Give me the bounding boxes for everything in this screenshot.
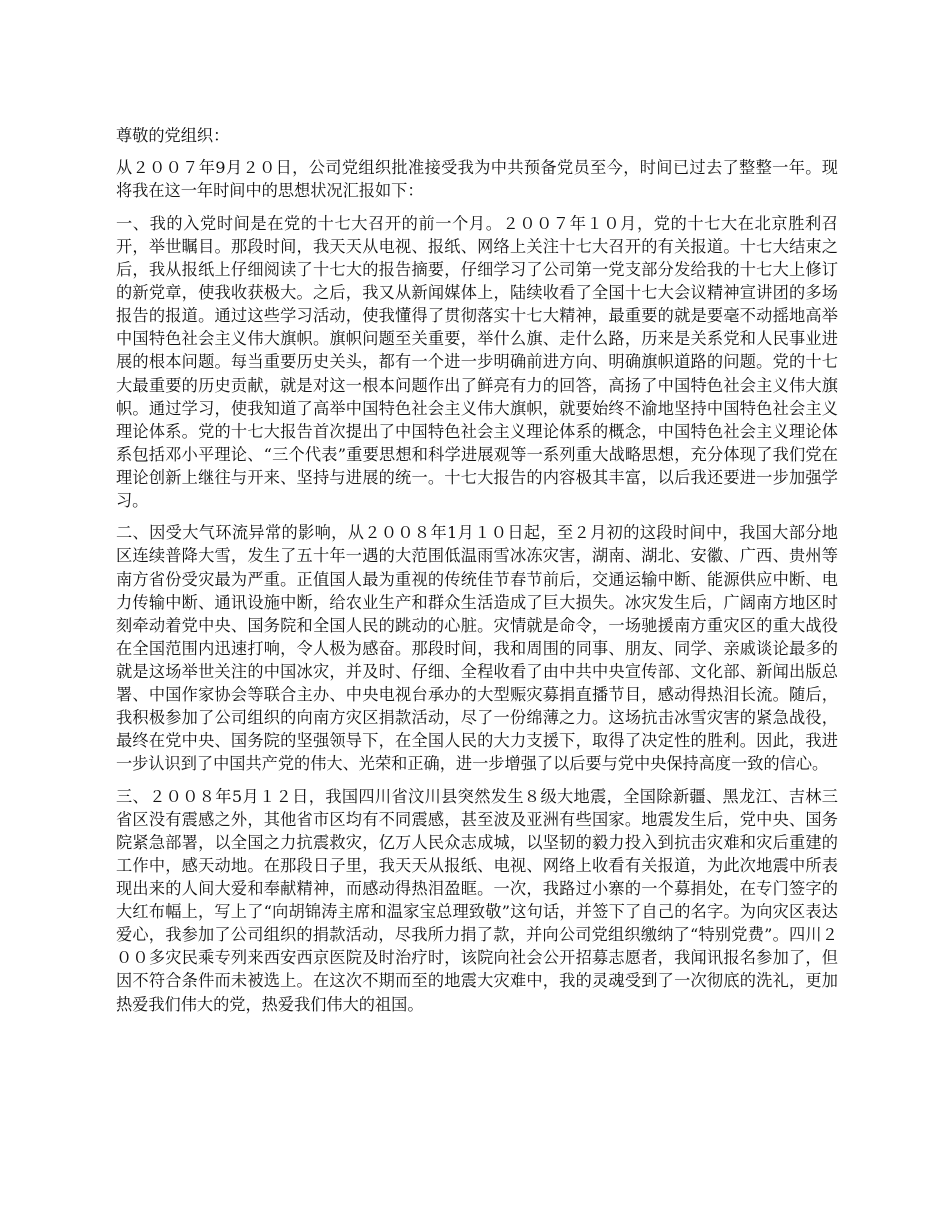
salutation: 尊敬的党组织： (116, 126, 230, 145)
section-two-paragraph: 二、因受大气环流异常的影响，从２００８年1月１０日起，至２月初的这段时间中，我国大部分地区连续普降大雪，发生了五十年一遇的大范围低温雨雪冰冻灾害，湖南、湖北、安徽、广西、贵州等南方省份受灾最为严重。正值国人最为重视的传统佳节春节前后，交通运输中断、能源供应中断、电力传输中断、通讯设施中断，给农业生产和群众生活造成了巨大损失。冰灾发生后，广阔南方地区时刻牵动着党中央、国务院和全国人民的跳动的心脏。灾情就是命令，一场驰援南方重灾区的重大战役在全国范围内迅速打响，令人极为感奋。那段时间，我和周围的同事、朋友、同学、亲戚谈论最多的就是这场举世关注的中国冰灾，并及时、仔细、全程收看了由中共中央宣传部、文化部、新闻出版总署、中国作家协会等联合主办、中央电视台承办的大型赈灾募捐直播节目，感动得热泪长流。随后，我积极参加了公司组织的向南方灾区捐款活动，尽了一份绵薄之力。这场抗击冰雪灾害的紧急战役，最终在党中央、国务院的坚强领导下，在全国人民的大力支援下，取得了决定性的胜利。因此，我进一步认识到了中国共产党的伟大、光荣和正确，进一步增强了以后要与党中央保持高度一致的信心。 (116, 523, 838, 774)
document-body (116, 124, 838, 1025)
intro-paragraph: 从２００７年9月２０日，公司党组织批准接受我为中共预备党员至今，时间已过去了整整一年。现将我在这一年时间中的思想状况汇报如下： (116, 158, 838, 201)
section-one-paragraph: 一、我的入党时间是在党的十七大召开的前一个月。２００７年１０月，党的十七大在北京胜利召开，举世瞩目。那段时间，我天天从电视、报纸、网络上关注十七大召开的有关报道。十七大结束之后，我从报纸上仔细阅读了十七大的报告摘要，仔细学习了公司第一党支部分发给我的十七大上修订的新党章，使我收获极大。之后，我又从新闻媒体上，陆续收看了全国十七大会议精神宣讲团的多场报告的报道。通过这些学习活动，使我懂得了贯彻落实十七大精神，最重要的就是要毫不动摇地高举中国特色社会主义伟大旗帜。旗帜问题至关重要，举什么旗、走什么路，历来是关系党和人民事业进展的根本问题。每当重要历史关头，都有一个进一步明确前进方向、明确旗帜道路的问题。党的十七大最重要的历史贡献，就是对这一根本问题作出了鲜亮有力的回答，高扬了中国特色社会主义伟大旗帜。通过学习，使我知道了高举中国特色社会主义伟大旗帜，就要始终不渝地坚持中国特色社会主义理论体系。党的十七大报告首次提出了中国特色社会主义理论体系的概念，中国特色社会主义理论体系包括邓小平理论、“三个代表”重要思想和科学进展观等一系列重大战略思想，充分体现了我们党在理论创新上继往与开来、坚持与进展的统一。十七大报告的内容极其丰富，以后我还要进一步加强学习。 (116, 213, 838, 510)
section-three-paragraph: 三、２００８年5月１２日，我国四川省汶川县突然发生８级大地震，全国除新疆、黑龙江、吉林三省区没有震感之外，其他省市区均有不同震感，甚至波及亚洲有些国家。地震发生后，党中央、国务院紧急部署，以全国之力抗震救灾，亿万人民众志成城，以坚韧的毅力投入到抗击灾难和灾后重建的工作中，感天动地。在那段日子里，我天天从报纸、电视、网络上收看有关报道，为此次地震中所表现出来的人间大爱和奉献精神，而感动得热泪盈眶。一次，我路过小寨的一个募捐处，在专门签字的大红布幅上，写上了“向胡锦涛主席和温家宝总理致敬”这句话，并签下了自己的名字。为向灾区表达爱心，我参加了公司组织的捐款活动，尽我所力捐了款，并向公司党组织缴纳了“特别党费”。四川２００多灾民乘专列来西安西京医院及时治疗时，该院向社会公开招募志愿者，我闻讯报名参加了，但因不符合条件而未被选上。在这次不期而至的地震大灾难中，我的灵魂受到了一次彻底的洗礼，更加热爱我们伟大的党，热爱我们伟大的祖国。 (116, 786, 838, 1014)
